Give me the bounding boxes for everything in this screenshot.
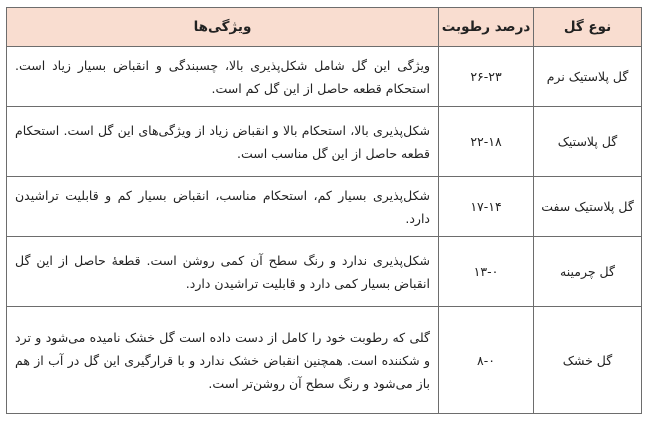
cell-moisture: ۲۲-۱۸ (439, 107, 534, 177)
header-moisture-percent: درصد رطوبت (439, 8, 534, 47)
cell-moisture: ۱۷-۱۴ (439, 177, 534, 237)
cell-features: شکل‌پذیری بالا، استحکام بالا و انقباض زیاد از ویژگی‌های این گل است. استحکام قطعه حاصل از این گل مناسب است. (7, 107, 439, 177)
cell-clay-type: گل پلاستیک (534, 107, 642, 177)
clay-types-table (6, 7, 642, 414)
cell-moisture: ۸-۰ (439, 307, 534, 414)
cell-moisture: ۲۶-۲۳ (439, 47, 534, 107)
cell-features: شکل‌پذیری بسیار کم، استحکام مناسب، انقباض بسیار کم و قابلیت تراشیدن دارد. (7, 177, 439, 237)
cell-moisture: ۱۳-۰ (439, 237, 534, 307)
header-features: ویژگی‌ها (7, 8, 439, 47)
cell-clay-type: گل پلاستیک نرم (534, 47, 642, 107)
cell-clay-type: گل خشک (534, 307, 642, 414)
cell-features: شکل‌پذیری ندارد و رنگ سطح آن کمی روشن است. قطعهٔ حاصل از این گل انقباض بسیار کمی دارد و قابلیت تراشیدن دارد. (7, 237, 439, 307)
table-row (7, 107, 642, 177)
table-row (7, 47, 642, 107)
table-row (7, 237, 642, 307)
table-row (7, 177, 642, 237)
cell-features: ویژگی این گل شامل شکل‌پذیری بالا، چسبندگی و انقباض بسیار زیاد است. استحکام قطعه حاصل از این گل کم است. (7, 47, 439, 107)
table-row (7, 307, 642, 414)
clay-types-table-container (6, 7, 641, 414)
cell-clay-type: گل چرمینه (534, 237, 642, 307)
table-header-row (7, 8, 642, 47)
header-clay-type: نوع گل (534, 8, 642, 47)
cell-clay-type: گل پلاستیک سفت (534, 177, 642, 237)
cell-features: گلی که رطوبت خود را کامل از دست داده است گل خشک نامیده می‌شود و ترد و شکننده است. همچنین انقباض خشک ندارد و با قرارگیری این گل در آب از هم باز می‌شود و رنگ سطح آن روشن‌تر است. (7, 307, 439, 414)
